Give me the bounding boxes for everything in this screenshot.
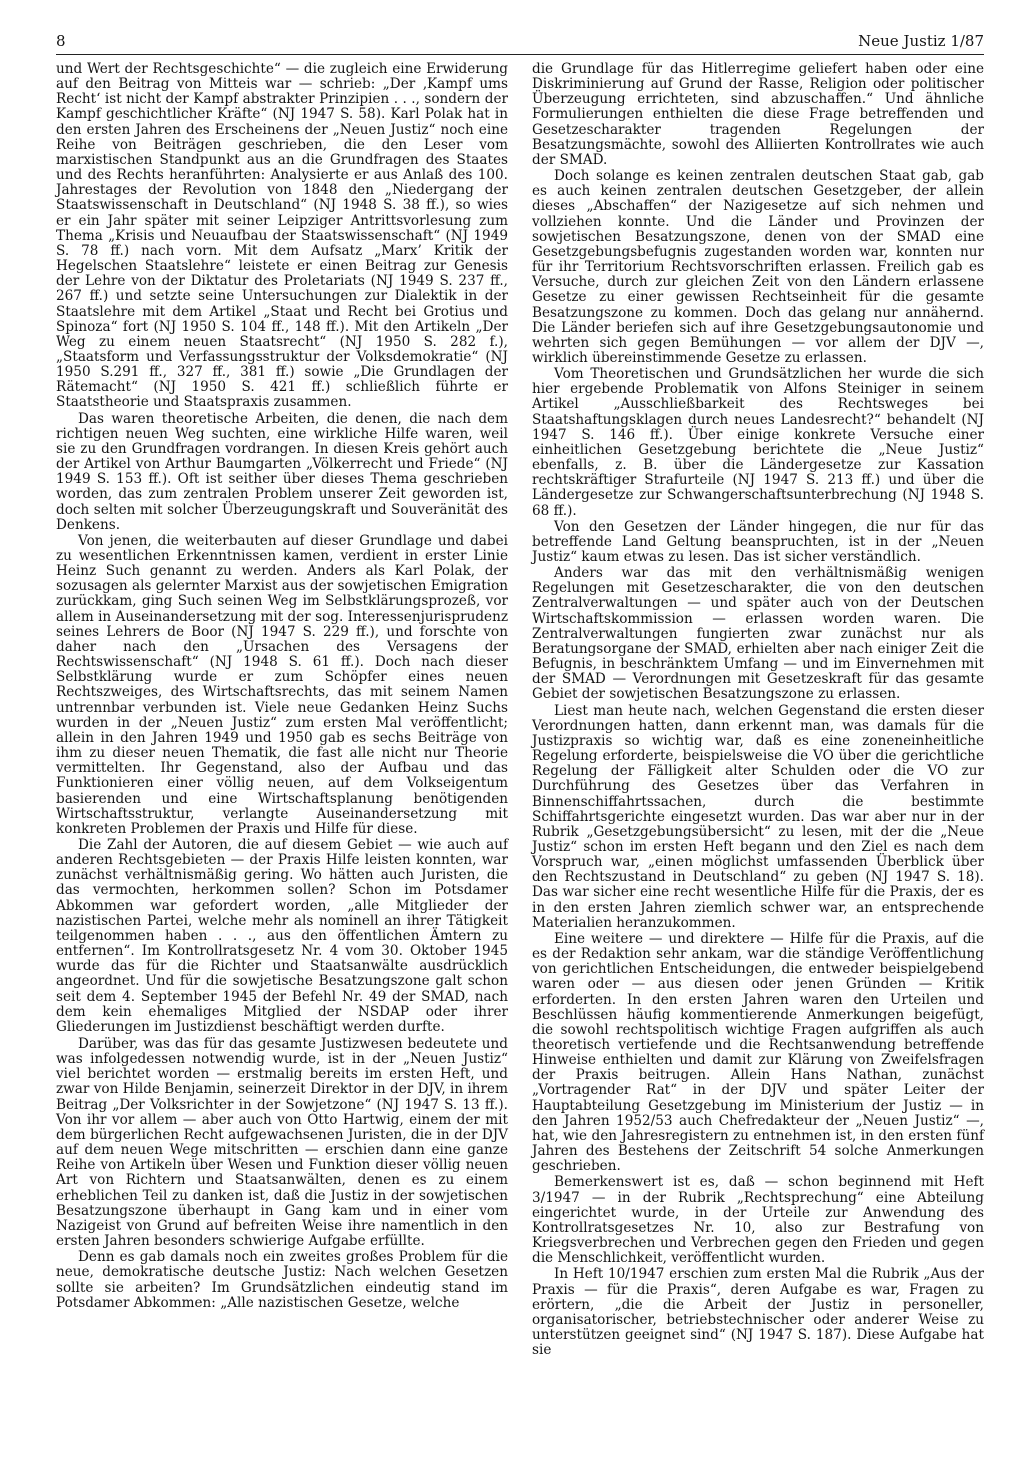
paragraph: Liest man heute nach, welchen Gegenstand die ersten dieser Verordnungen hatten, dann erkennt man, was damals für die Justizpraxis so wichtig war, daß es eine zoneneinheitliche Regelung erforderte, beispielsweise die VO über die gerichtliche Regelung der Fälligkeit alter Schulden oder die VO zur Durchführung des Gesetzes über das Verfahren in Binnenschiffahrtssachen, durch die bestimmte Schiffahrtsgerichte eingesetzt wurden. Das war aber nur in der Rubrik „Gesetzgebungsübersicht“ zu lesen, mit der die „Neue Justiz“ schon im ersten Heft begann und den Ziel es nach dem Vorspruch war, „einen möglichst umfassenden Überblick über den Rechtszustand in Deutschland“ zu geben (NJ 1947 S. 18). Das war sicher eine recht wesentliche Hilfe für die Praxis, der es in den ersten Jahren ziemlich schwer war, an entsprechende Materialien heranzukommen.	[532, 702, 984, 931]
paragraph: Von den Gesetzen der Länder hingegen, die nur für das betreffende Land Geltung beanspruchten, ist in der „Neuen Justiz“ kaum etwas zu lesen. Das ist sicher verständlich.	[532, 518, 984, 565]
header-rule	[56, 54, 984, 55]
paragraph: Eine weitere — und direktere — Hilfe für die Praxis, auf die es der Redaktion sehr ankam, war die ständige Veröffentlichung von gerichtlichen Entscheidungen, die entweder beispielgebend waren oder — aus diesen oder jenen Gründen — Kritik erforderten. In den ersten Jahren waren den Urteilen und Beschlüssen häufig kommentierende Anmerkungen beigefügt, die sowohl rechtspolitisch wichtige Fragen aufgriffen als auch theoretisch vertiefende und die Rechtsanwendung betreffende Hinweise enthielten und damit zur Klärung von Zweifelsfragen der Praxis beitrugen. Allein Hans Nathan, zunächst „Vortragender Rat“ in der DJV und später Leiter der Hauptabteilung Gesetzgebung im Ministerium der Justiz — in den Jahren 1952/53 auch Chefredakteur der „Neuen Justiz“ —, hat, wie den Jahresregistern zu entnehmen ist, in den ersten fünf Jahren des Bestehens der Zeitschrift 54 solche Anmerkungen geschrieben.	[532, 930, 984, 1175]
left-column	[56, 62, 508, 1312]
paragraph: Von jenen, die weiterbauten auf dieser Grundlage und dabei zu wesentlichen Erkenntnissen kamen, verdient in erster Linie Heinz Such genannt zu werden. Anders als Karl Polak, der sozusagen als gelernter Marxist aus der sowjetischen Emigration zurückkam, ging Such seinen Weg im Selbstklärungsprozeß, vor allem in Auseinandersetzung mit der sog. Interessenjurisprudenz seines Lehrers de Boor (NJ 1947 S. 229 ff.), und forschte von daher nach den „Ursachen des Versagens der Rechtswissenschaft“ (NJ 1948 S. 61 ff.). Doch nach dieser Selbstklärung wurde er zum Schöpfer eines neuen Rechtszweiges, des Wirtschaftsrechts, das mit seinem Namen untrennbar verbunden ist. Viele neue Gedanken Heinz Suchs wurden in der „Neuen Justiz“ zum ersten Mal veröffentlicht; allein in den Jahren 1949 und 1950 gab es sechs Beiträge von ihm zu dieser neuen Thematik, die fast alle nicht nur Theorie vermittelten. Ihr Gegenstand, also der Aufbau und das Funktionieren einer völlig neuen, auf dem Volkseigentum basierenden und eine Wirtschaftsplanung benötigenden Wirtschaftsstruktur, verlangte Auseinandersetzung mit konkreten Problemen der Praxis und Hilfe für diese.	[56, 532, 509, 837]
paragraph: und Wert der Rechtsgeschichte“ — die zugleich eine Erwiderung auf den Beitrag von Mitteis war — schrieb: „Der ‚Kampf ums Recht‘ ist nicht der Kampf abstrakter Prinzipien . . ., sondern der Kampf geschichtlicher Kräfte“ (NJ 1947 S. 58). Karl Polak hat in den ersten Jahren des Erscheinens der „Neuen Justiz“ noch eine Reihe von Beiträgen geschrieben, die den Leser vom marxistischen Standpunkt aus an die Grundfragen des Staates und des Rechts heranführten: Analysierte er aus Anlaß des 100. Jahrestages der Revolution von 1848 den „Niedergang der Staatswissenschaft in Deutschland“ (NJ 1948 S. 38 ff.), so wies er ein Jahr später mit seiner Leipziger Antrittsvorlesung zum Thema „Krisis und Neuaufbau der Staatswissenschaft“ (NJ 1949 S. 78 ff.) nach vorn. Mit dem Aufsatz „Marx’ Kritik der Hegelschen Staatslehre“ leistete er einen Beitrag zur Genesis der Lehre von der Diktatur des Proletariats (NJ 1949 S. 237 ff., 267 ff.) und setzte seine Untersuchungen zur Dialektik in der Staatslehre mit dem Artikel „Staat und Recht bei Grotius und Spinoza“ fort (NJ 1950 S. 104 ff., 148 ff.). Mit den Artikeln „Der Weg zu einem neuen Staatsrecht“ (NJ 1950 S. 282 f.), „Staatsform und Verfassungsstruktur der Volksdemokratie“ (NJ 1950 S.291 ff., 327 ff., 381 ff.) sowie „Die Grundlagen der Rätemacht“ (NJ 1950 S. 421 ff.) schließlich führte er Staatstheorie und Staatspraxis zusammen.	[56, 61, 508, 411]
journal-issue: Neue Justiz 1/87	[858, 32, 984, 50]
right-column	[532, 62, 984, 1359]
paragraph: Die Zahl der Autoren, die auf diesem Gebiet — wie auch auf anderen Rechtsgebieten — der Praxis Hilfe leisten konnten, war zunächst verhältnismäßig gering. Wo hätten auch Juristen, die das vermochten, herkommen sollen? Schon im Potsdamer Abkommen war gefordert worden, „alle Mitglieder der nazistischen Partei, welche mehr als nominell an ihrer Tätigkeit teilgenommen haben . . ., aus den öffentlichen Ämtern zu entfernen“. Im Kontrollratsgesetz Nr. 4 vom 30. Oktober 1945 wurde das für die Richter und Staatsanwälte ausdrücklich angeordnet. Und für die sowjetische Besatzungszone galt schon seit dem 4. September 1945 der Befehl Nr. 49 der SMAD, nach dem kein ehemaliges Mitglied der NSDAP oder ihrer Gliederungen im Justizdienst beschäftigt werden durfte.	[56, 836, 508, 1035]
page-number: 8	[56, 32, 66, 50]
paragraph: Denn es gab damals noch ein zweites großes Problem für die neue, demokratische deutsche Justiz: Nach welchen Gesetzen sollte sie arbeiten? Im Grundsätzlichen eindeutig stand im Potsdamer Abkommen: „Alle nazistischen Gesetze, welche	[56, 1249, 508, 1311]
paragraph: Anders war das mit den verhältnismäßig wenigen Regelungen mit Gesetzescharakter, die von den deutschen Zentralverwaltungen — und später auch von der Deutschen Wirtschaftskommission — erlassen worden waren. Die Zentralverwaltungen fungierten zwar zunächst nur als Beratungsorgane der SMAD, erhielten aber nach einiger Zeit die Befugnis, in beschränktem Umfang — und im Einvernehmen mit der SMAD — Verordnungen mit Gesetzeskraft für das gesamte Gebiet der sowjetischen Besatzungszone zu erlassen.	[532, 565, 984, 703]
page-header	[56, 30, 984, 54]
paragraph: In Heft 10/1947 erschien zum ersten Mal die Rubrik „Aus der Praxis — für die Praxis“, deren Aufgabe es war, Fragen zu erörtern, „die die Arbeit der Justiz in personeller, organisatorischer, betriebstechnischer oder anderer Weise zu unterstützen geeignet sind“ (NJ 1947 S. 187). Diese Aufgabe hat sie	[532, 1266, 984, 1359]
paragraph: Das waren theoretische Arbeiten, die denen, die nach dem richtigen neuen Weg suchten, eine wirkliche Hilfe waren, weil sie zu den Grundfragen vordrangen. In diesen Kreis gehört auch der Artikel von Arthur Baumgarten „Völkerrecht und Friede“ (NJ 1949 S. 153 ff.). Oft ist seither über dieses Thema geschrieben worden, das zum zentralen Problem unserer Zeit geworden ist, doch selten mit solcher Überzeugungskraft und Souveränität des Denkens.	[56, 410, 508, 533]
paragraph: Bemerkenswert ist es, daß — schon beginnend mit Heft 3/1947 — in der Rubrik „Rechtsprechung“ eine Abteilung eingerichtet wurde, in der Urteile zur Anwendung des Kontrollratsgesetzes Nr. 10, also zur Bestrafung von Kriegsverbrechen und Verbrechen gegen den Frieden und gegen die Menschlichkeit, veröffentlicht wurden.	[532, 1174, 984, 1267]
paragraph: Darüber, was das für das gesamte Justizwesen bedeutete und was infolgedessen notwendig wurde, ist in der „Neuen Justiz“ viel berichtet worden — erstmalig bereits im ersten Heft, und zwar von Hilde Benjamin, seinerzeit Direktor in der DJV, in ihrem Beitrag „Der Volksrichter in der Sowjetzone“ (NJ 1947 S. 13 ff.). Von ihr vor allem — aber auch von Otto Hartwig, einem der mit dem bürgerlichen Recht aufgewachsenen Juristen, die in der DJV auf dem neuen Wege mitschritten — erschien dann eine ganze Reihe von Artikeln über Wesen und Funktion dieser völlig neuen Art von Richtern und Staatsanwälten, denen es zu einem erheblichen Teil zu danken ist, daß die Justiz in der sowjetischen Besatzungszone überhaupt in Gang kam und in einer vom Nazigeist von Grund auf befreiten Weise ihre namentlich in den ersten Jahren besonders schwierige Aufgabe erfüllte.	[56, 1036, 508, 1250]
paragraph: Vom Theoretischen und Grundsätzlichen her wurde die sich hier ergebende Problematik von Alfons Steiniger in seinem Artikel „Ausschließbarkeit des Rechtsweges bei Staatshaftungsklagen durch neues Landesrecht?“ behandelt (NJ 1947 S. 146 ff.). Über einige konkrete Versuche einer einheitlichen Gesetzgebung berichtete die „Neue Justiz“ ebenfalls, z. B. über die Ländergesetze zur Kassation rechtskräftiger Strafurteile (NJ 1947 S. 213 ff.) und über die Ländergesetze zur Schwangerschaftsunterbrechung (NJ 1948 S. 68 ff.).	[532, 366, 984, 519]
paragraph: Doch solange es keinen zentralen deutschen Staat gab, gab es auch keinen zentralen deutschen Gesetzgeber, der allein dieses „Abschaffen“ der Nazigesetze auf sich nehmen und vollziehen konnte. Und die Länder und Provinzen der sowjetischen Besatzungszone, denen von der SMAD eine Gesetzgebungsbefugnis zugestanden worden war, konnten nur für ihr Territorium Rechtsvorschriften erlassen. Freilich gab es Versuche, durch zur gleichen Zeit von den Ländern erlassene Gesetze zu einer gewissen Rechtseinheit für die gesamte Besatzungszone zu kommen. Doch das gelang nur annähernd. Die Länder beriefen sich auf ihre Gesetzgebungsautonomie und wehrten sich gegen Bemühungen — vor allem der DJV —, wirklich übereinstimmende Gesetze zu erlassen.	[532, 168, 984, 366]
paragraph: die Grundlage für das Hitlerregime geliefert haben oder eine Diskriminierung auf Grund der Rasse, Religion oder politischer Überzeugung errichteten, sind abzuschaffen.“ Und ähnliche Formulierungen enthielten die diese Frage betreffenden und Gesetzescharakter tragenden Regelungen der Besatzungsmächte, sowohl des Alliierten Kontrollrates wie auch der SMAD.	[532, 61, 984, 168]
